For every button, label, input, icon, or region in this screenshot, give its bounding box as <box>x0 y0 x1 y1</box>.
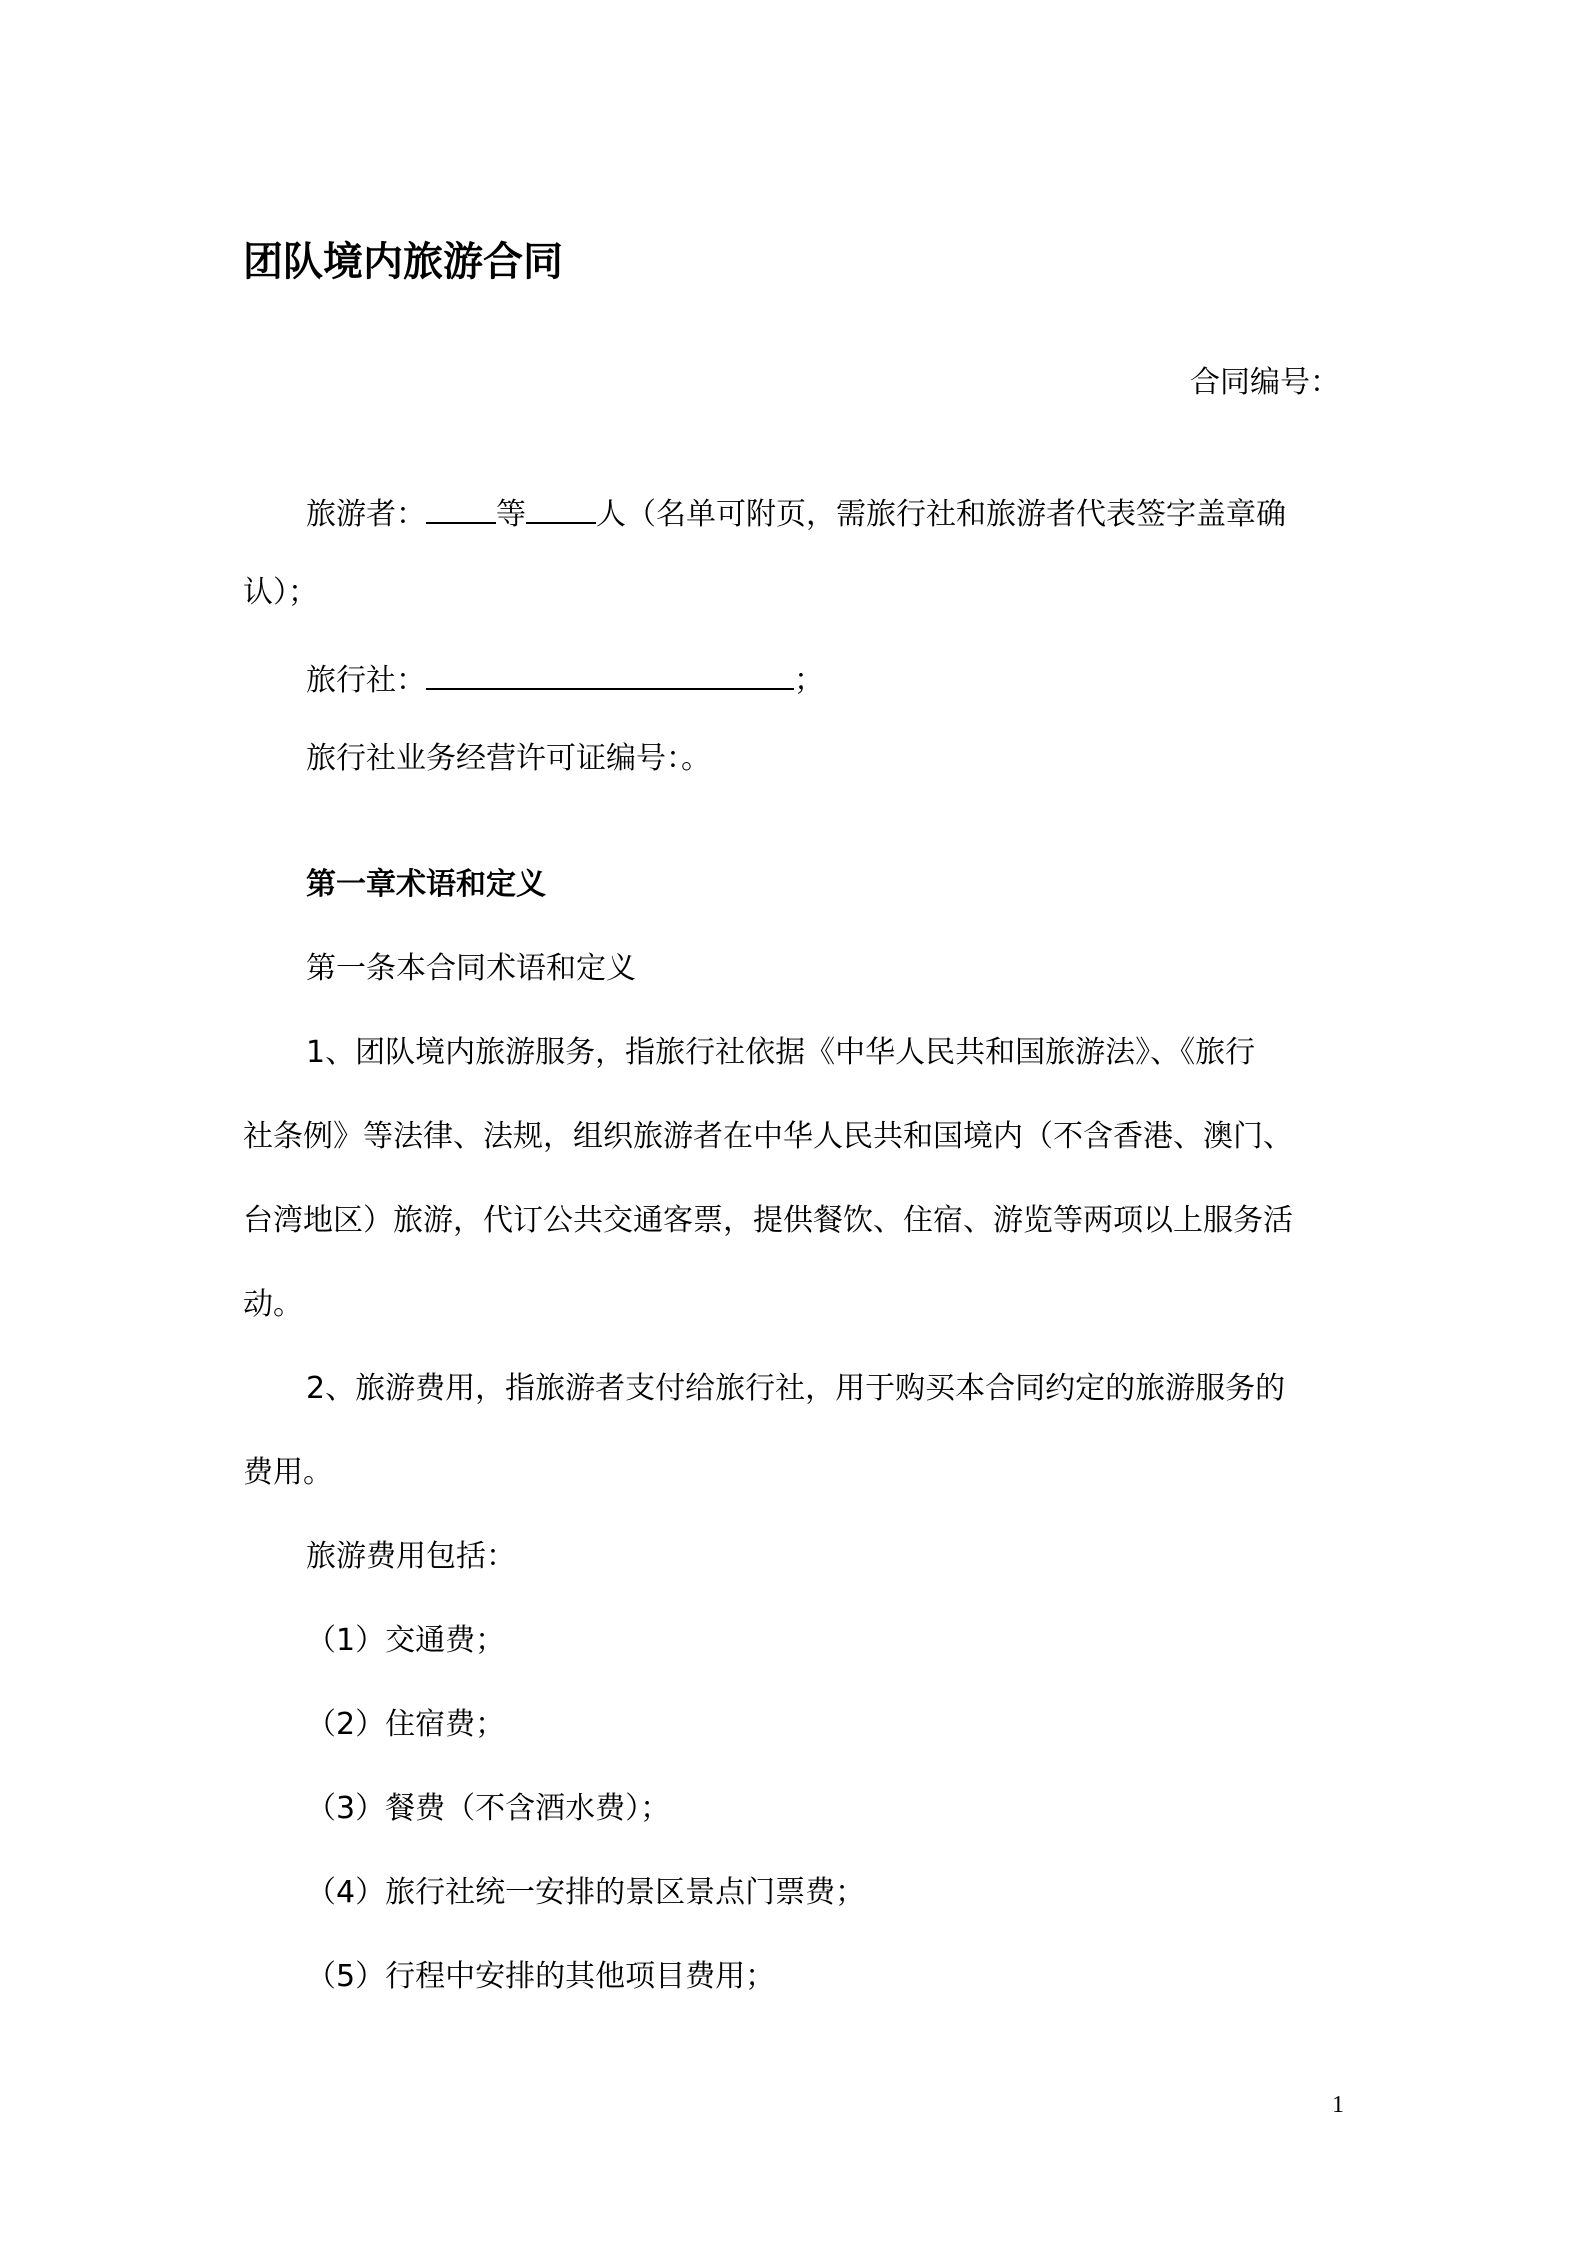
agency-line <box>306 654 824 706</box>
fee-item: （4）旅行社统一安排的景区景点门票费； <box>306 1875 866 1910</box>
agency-suffix: ； <box>794 663 824 698</box>
contract-number-label: 合同编号： <box>1190 365 1340 400</box>
item-1-line-1: 1、团队境内旅游服务，指旅行社依据《中华人民共和国旅游法》、《旅行 <box>306 1035 1256 1070</box>
item-1-line-3: 台湾地区）旅游，代订公共交通客票，提供餐饮、住宿、游览等两项以上服务活 <box>243 1203 1293 1238</box>
fee-item: （2）住宿费； <box>306 1707 506 1742</box>
agency-name-blank[interactable] <box>426 654 794 690</box>
item-1-line-4: 动。 <box>243 1287 303 1322</box>
traveler-label: 旅游者： <box>306 497 426 532</box>
fee-item: （5）行程中安排的其他项目费用； <box>306 1959 776 1994</box>
item-1-line-2: 社条例》等法律、法规，组织旅游者在中华人民共和国境内（不含香港、澳门、 <box>243 1119 1293 1154</box>
item-2-line-2: 费用。 <box>243 1455 333 1490</box>
traveler-line <box>306 488 1286 540</box>
traveler-rest-text: 人（名单可附页，需旅行社和旅游者代表签字盖章确 <box>596 497 1286 532</box>
fee-item: （3）餐费（不含酒水费）； <box>306 1791 671 1826</box>
document-title: 团队境内旅游合同 <box>243 239 563 285</box>
traveler-middle-text: 等 <box>496 497 526 532</box>
traveler-name-blank[interactable] <box>426 488 496 524</box>
page-number: 1 <box>1332 2092 1344 2118</box>
fee-item: （1）交通费； <box>306 1623 506 1658</box>
license-number-line: 旅行社业务经营许可证编号：。 <box>306 741 711 776</box>
item-2-line-1: 2、旅游费用，指旅游者支付给旅行社，用于购买本合同约定的旅游服务的 <box>306 1371 1286 1406</box>
article-heading: 第一条本合同术语和定义 <box>306 951 636 986</box>
chapter-heading: 第一章术语和定义 <box>306 867 546 902</box>
traveler-line-continued: 认）； <box>243 575 318 610</box>
traveler-count-blank[interactable] <box>526 488 596 524</box>
agency-label: 旅行社： <box>306 663 426 698</box>
fees-intro: 旅游费用包括： <box>306 1539 516 1574</box>
